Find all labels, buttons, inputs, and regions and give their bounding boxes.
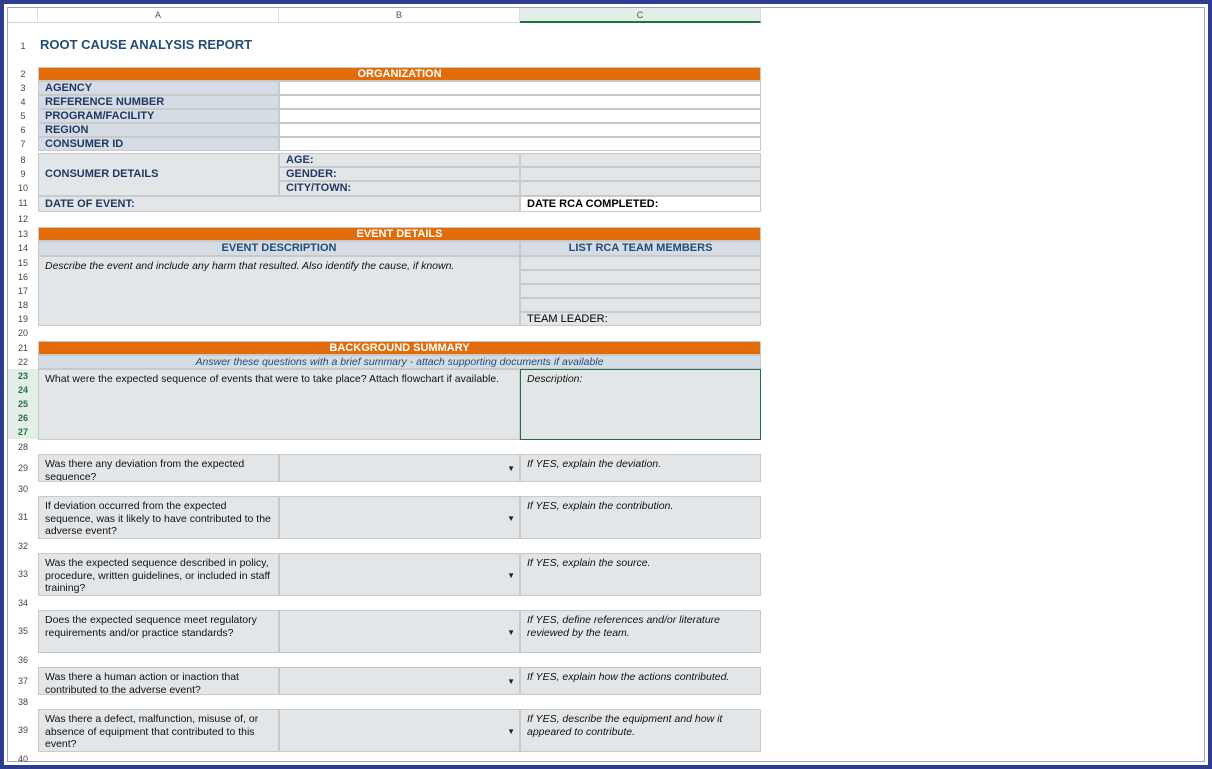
column-header-a[interactable]: A — [38, 8, 279, 23]
row-header[interactable]: 1 — [20, 41, 26, 51]
row-header[interactable]: 6 — [20, 125, 26, 135]
row-header[interactable]: 20 — [17, 328, 28, 338]
row-header[interactable]: 3 — [20, 83, 26, 93]
question-expected-sequence: What were the expected sequence of events that were to take place? Attach flowchart if available. — [38, 369, 520, 440]
gender-label: GENDER: — [279, 167, 520, 181]
row-header[interactable]: 8 — [20, 155, 26, 165]
row-header[interactable]: 32 — [17, 541, 28, 551]
team-leader-field[interactable]: TEAM LEADER: — [520, 312, 761, 326]
deviation-dropdown[interactable] — [279, 454, 520, 482]
row-header[interactable]: 28 — [17, 442, 28, 452]
row-header[interactable]: 26 — [8, 411, 38, 425]
question-contribution: If deviation occurred from the expected sequence, was it likely to have contributed to the adverse event? — [38, 496, 279, 539]
equipment-dropdown[interactable] — [279, 709, 520, 752]
select-all-corner[interactable] — [8, 8, 38, 23]
consumer-id-label: CONSUMER ID — [38, 137, 279, 151]
dropdown-arrow-icon[interactable]: ▼ — [507, 514, 515, 523]
row-header[interactable]: 2 — [20, 69, 26, 79]
background-instruction: Answer these questions with a brief summary - attach supporting documents if available — [38, 355, 761, 369]
dropdown-arrow-icon[interactable]: ▼ — [507, 571, 515, 580]
age-label: AGE: — [279, 153, 520, 167]
human-action-dropdown[interactable] — [279, 667, 520, 695]
row-header[interactable]: 30 — [17, 484, 28, 494]
consumer-id-field[interactable] — [279, 137, 761, 151]
age-field[interactable] — [520, 153, 761, 167]
row-header[interactable]: 9 — [20, 169, 26, 179]
dropdown-arrow-icon[interactable]: ▼ — [507, 727, 515, 736]
regulatory-dropdown[interactable] — [279, 610, 520, 653]
row-header[interactable]: 11 — [18, 198, 28, 208]
team-members-header: LIST RCA TEAM MEMBERS — [520, 241, 761, 256]
row-header[interactable]: 39 — [17, 725, 28, 735]
question-human-action: Was there a human action or inaction that contributed to the adverse event? — [38, 667, 279, 695]
column-header-b[interactable]: B — [279, 8, 520, 23]
consumer-details-label: CONSUMER DETAILS — [38, 153, 279, 196]
sheet-area — [7, 7, 1205, 762]
row-header[interactable]: 22 — [17, 357, 28, 367]
question-policy-source: Was the expected sequence described in policy, procedure, written guidelines, or included in staff training? — [38, 553, 279, 596]
team-member-field[interactable] — [520, 298, 761, 312]
report-title: ROOT CAUSE ANALYSIS REPORT — [40, 37, 253, 52]
program-facility-field[interactable] — [279, 109, 761, 123]
row-header[interactable]: 29 — [17, 463, 28, 473]
background-summary-header: BACKGROUND SUMMARY — [38, 341, 761, 355]
event-description-field[interactable]: Describe the event and include any harm that resulted. Also identify the cause, if known. — [38, 256, 520, 326]
row-header[interactable]: 25 — [8, 397, 38, 411]
reference-number-field[interactable] — [279, 95, 761, 109]
row-header[interactable]: 21 — [17, 343, 28, 353]
row-header[interactable]: 33 — [17, 569, 28, 579]
city-town-field[interactable] — [520, 181, 761, 196]
policy-source-dropdown[interactable] — [279, 553, 520, 596]
expected-sequence-description-field[interactable]: Description: — [520, 369, 761, 440]
team-member-field[interactable] — [520, 270, 761, 284]
team-member-field[interactable] — [520, 256, 761, 270]
row-header[interactable]: 13 — [17, 229, 28, 239]
event-details-header: EVENT DETAILS — [38, 227, 761, 241]
region-field[interactable] — [279, 123, 761, 137]
row-header[interactable]: 23 — [8, 369, 38, 383]
row-header[interactable]: 16 — [17, 272, 28, 282]
row-header[interactable]: 34 — [17, 598, 28, 608]
row-header[interactable]: 38 — [17, 697, 28, 707]
row-header[interactable]: 4 — [20, 97, 26, 107]
dropdown-arrow-icon[interactable]: ▼ — [507, 464, 515, 473]
team-member-field[interactable] — [520, 284, 761, 298]
question-regulatory: Does the expected sequence meet regulatory requirements and/or practice standards? — [38, 610, 279, 653]
row-header[interactable]: 17 — [17, 286, 28, 296]
regulatory-explanation-field[interactable]: If YES, define references and/or literature reviewed by the team. — [520, 610, 761, 653]
row-header[interactable]: 35 — [17, 626, 28, 636]
gender-field[interactable] — [520, 167, 761, 181]
region-label: REGION — [38, 123, 279, 137]
date-of-event-label[interactable]: DATE OF EVENT: — [38, 196, 520, 212]
row-header[interactable]: 5 — [20, 111, 26, 121]
agency-field[interactable] — [279, 81, 761, 95]
row-header[interactable]: 37 — [17, 676, 28, 686]
row-header[interactable]: 31 — [17, 512, 28, 522]
column-header-c[interactable]: C — [520, 8, 761, 23]
deviation-explanation-field[interactable]: If YES, explain the deviation. — [520, 454, 761, 482]
row-header[interactable]: 19 — [17, 314, 28, 324]
row-header[interactable]: 36 — [17, 655, 28, 665]
row-header[interactable]: 12 — [17, 214, 28, 224]
dropdown-arrow-icon[interactable]: ▼ — [507, 677, 515, 686]
reference-number-label: REFERENCE NUMBER — [38, 95, 279, 109]
row-header[interactable]: 24 — [8, 383, 38, 397]
row-header[interactable]: 7 — [20, 139, 26, 149]
row-header[interactable]: 15 — [17, 258, 28, 268]
organization-header: ORGANIZATION — [38, 67, 761, 81]
row-header[interactable]: 27 — [8, 425, 38, 439]
policy-source-explanation-field[interactable]: If YES, explain the source. — [520, 553, 761, 596]
human-action-explanation-field[interactable]: If YES, explain how the actions contributed. — [520, 667, 761, 695]
row-header[interactable]: 18 — [17, 300, 28, 310]
row-header[interactable]: 10 — [17, 183, 28, 193]
program-facility-label: PROGRAM/FACILITY — [38, 109, 279, 123]
event-description-header: EVENT DESCRIPTION — [38, 241, 520, 256]
equipment-explanation-field[interactable]: If YES, describe the equipment and how it appeared to contribute. — [520, 709, 761, 752]
date-rca-completed-label[interactable]: DATE RCA COMPLETED: — [520, 196, 761, 212]
agency-label: AGENCY — [38, 81, 279, 95]
dropdown-arrow-icon[interactable]: ▼ — [507, 628, 515, 637]
row-header[interactable]: 14 — [17, 243, 28, 253]
contribution-explanation-field[interactable]: If YES, explain the contribution. — [520, 496, 761, 539]
row-header[interactable]: 40 — [17, 754, 28, 764]
question-deviation: Was there any deviation from the expected sequence? — [38, 454, 279, 482]
contribution-dropdown[interactable] — [279, 496, 520, 539]
question-equipment: Was there a defect, malfunction, misuse of, or absence of equipment that contributed to this event? — [38, 709, 279, 752]
city-town-label: CITY/TOWN: — [279, 181, 520, 196]
